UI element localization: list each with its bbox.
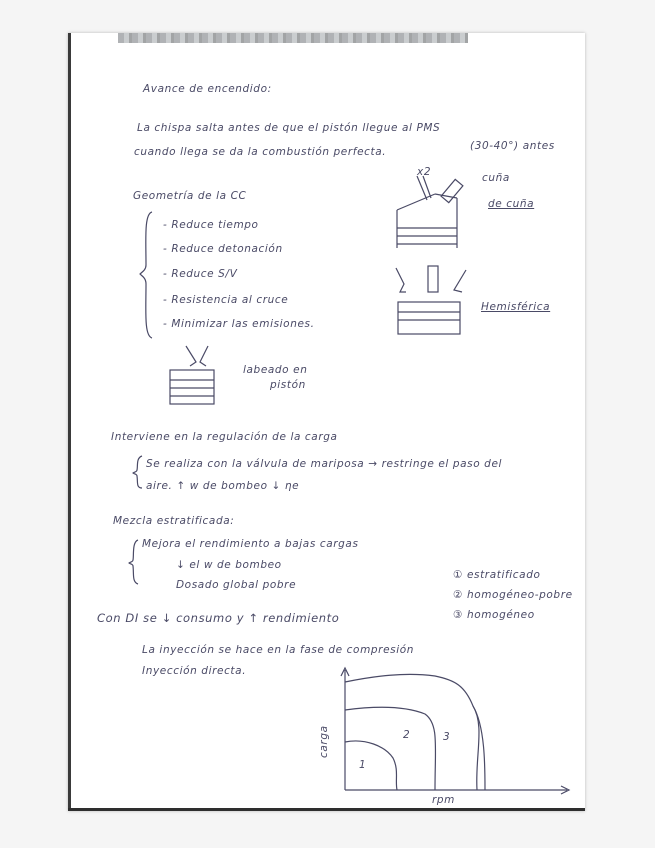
operating-map-sketch xyxy=(335,666,575,796)
tape-strip xyxy=(118,33,468,43)
heading-geometria: Geometría de la CC xyxy=(133,190,247,202)
note-inyeccion-1: La inyección se hace en la fase de compresión xyxy=(142,644,415,656)
note-spark-line-2: cuando llega se da la combustión perfecta. xyxy=(134,146,387,158)
heading-avance: Avance de encendido: xyxy=(143,83,272,95)
axis-label-rpm: rpm xyxy=(432,794,456,806)
region-label-3: 3 xyxy=(443,731,451,743)
list-item-resistencia: - Resistencia al cruce xyxy=(163,294,289,306)
note-mezcla-1: Mejora el rendimiento a bajas cargas xyxy=(142,538,359,550)
label-de-cuna: de cuña xyxy=(488,198,535,210)
label-x2: x2 xyxy=(417,166,432,178)
note-mariposa-line-1: Se realiza con la válvula de mariposa → restringe el paso del xyxy=(146,458,503,470)
note-spark-line-1: La chispa salta antes de que el pistón llegue al PMS xyxy=(137,122,441,134)
note-con-di: Con DI se ↓ consumo y ↑ rendimiento xyxy=(97,611,340,625)
list-item-reduce-sv: - Reduce S/V xyxy=(163,268,238,280)
note-inyeccion-2: Inyección directa. xyxy=(142,665,247,677)
list-item-reduce-detonacion: - Reduce detonación xyxy=(163,243,283,255)
legend-homogeneo: ③ homogéneo xyxy=(453,609,535,621)
region-label-1: 1 xyxy=(359,759,367,771)
label-cuna: cuña xyxy=(482,172,510,184)
legend-estratificado: ① estratificado xyxy=(453,569,541,581)
region-label-2: 2 xyxy=(403,729,411,741)
curly-brace-mezcla xyxy=(128,538,140,586)
label-labeado-1: labeado en xyxy=(243,364,308,376)
heading-mezcla: Mezcla estratificada: xyxy=(113,515,235,527)
list-item-reduce-tiempo: - Reduce tiempo xyxy=(163,219,259,231)
note-mezcla-3: Dosado global pobre xyxy=(176,579,297,591)
note-mezcla-2: ↓ el w de bombeo xyxy=(176,559,282,571)
label-labeado-2: pistón xyxy=(270,379,306,391)
hemispheric-chamber-sketch xyxy=(392,262,472,342)
legend-homogeneo-pobre: ② homogéneo-pobre xyxy=(453,589,573,601)
list-item-emisiones: - Minimizar las emisiones. xyxy=(163,318,315,330)
wedge-chamber-sketch xyxy=(395,170,485,250)
curly-brace-mariposa xyxy=(132,454,144,490)
axis-label-carga: carga xyxy=(318,725,330,758)
note-mariposa-line-2: aire. ↑ w de bombeo ↓ ηe xyxy=(146,480,300,492)
curly-brace-geometria xyxy=(140,210,156,340)
page-left-edge xyxy=(68,33,71,811)
label-hemisferica: Hemisférica xyxy=(481,301,551,313)
piston-bowl-sketch xyxy=(168,344,228,408)
page-bottom-edge xyxy=(68,808,585,811)
heading-interviene: Interviene en la regulación de la carga xyxy=(111,431,338,443)
note-spark-angle: (30-40°) antes xyxy=(470,140,555,152)
